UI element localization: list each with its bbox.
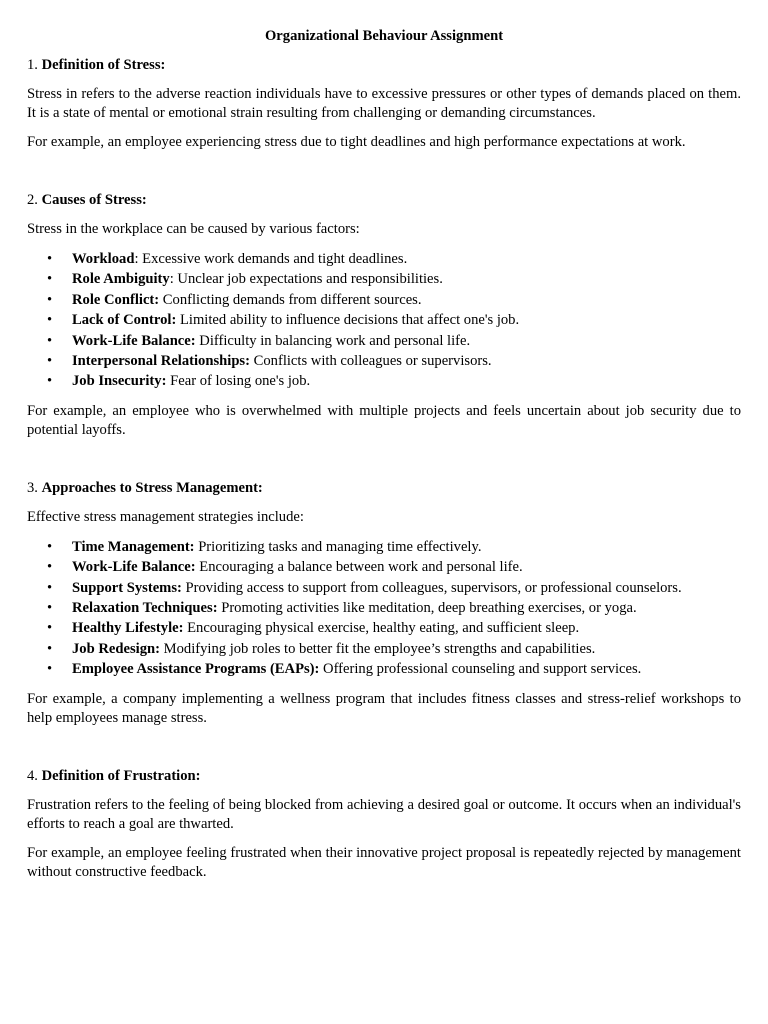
bullet-icon: • (47, 312, 53, 329)
list-item: • Support Systems: Providing access to support from colleagues, supervisors, or professional counselors. (27, 578, 741, 598)
section-4-paragraph-1: Frustration refers to the feeling of being blocked from achieving a desired goal or outcome. It occurs when an individual's efforts to reach a goal are thwarted. (27, 796, 741, 832)
section-3-example: For example, a company implementing a wellness program that includes fitness classes and stress-relief workshops to help employees manage stress. (27, 690, 741, 726)
section-spacer (27, 162, 741, 191)
approaches-list (27, 537, 741, 680)
list-item: • Job Insecurity: Fear of losing one's job. (27, 371, 741, 391)
bullet-icon: • (47, 332, 53, 349)
bullet-icon: • (47, 291, 53, 308)
list-item: • Job Redesign: Modifying job roles to better fit the employee’s strengths and capabilities. (27, 639, 741, 659)
section-1-number: 1. (27, 57, 38, 73)
list-item: • Employee Assistance Programs (EAPs): Offering professional counseling and support services. (27, 659, 741, 679)
causes-list (27, 249, 741, 392)
list-item: • Lack of Control: Limited ability to influence decisions that affect one's job. (27, 310, 741, 330)
list-item: • Work-Life Balance: Encouraging a balance between work and personal life. (27, 557, 741, 577)
bullet-icon: • (47, 640, 53, 657)
section-3-title: Approaches to Stress Management: (41, 479, 263, 496)
bullet-icon: • (47, 271, 53, 288)
list-item: • Interpersonal Relationships: Conflicts with colleagues or supervisors. (27, 351, 741, 371)
bullet-icon: • (47, 559, 53, 576)
section-3-heading (27, 479, 741, 498)
bullet-icon: • (47, 620, 53, 637)
list-item: • Relaxation Techniques: Promoting activities like meditation, deep breathing exercises, or yoga. (27, 598, 741, 618)
section-3-number: 3. (27, 479, 38, 496)
bullet-icon: • (47, 251, 53, 267)
list-item: • Role Ambiguity: Unclear job expectations and responsibilities. (27, 269, 741, 289)
section-2-number: 2. (27, 192, 38, 208)
list-item: • Healthy Lifestyle: Encouraging physical exercise, healthy eating, and sufficient sleep. (27, 618, 741, 638)
list-item: • Time Management: Prioritizing tasks and managing time effectively. (27, 537, 741, 557)
section-4-paragraph-2: For example, an employee feeling frustrated when their innovative project proposal is repeatedly rejected by management without constructive feedback. (27, 844, 741, 880)
bullet-icon: • (47, 373, 53, 390)
list-item: • Work-Life Balance: Difficulty in balancing work and personal life. (27, 331, 741, 351)
section-spacer (27, 738, 741, 767)
list-item: • Role Conflict: Conflicting demands from different sources. (27, 290, 741, 310)
section-2-example: For example, an employee who is overwhelmed with multiple projects and feels uncertain about job security due to potential layoffs. (27, 402, 741, 438)
bullet-icon: • (47, 661, 53, 678)
bullet-icon: • (47, 579, 53, 596)
document-page (27, 27, 741, 892)
section-1-paragraph-1: Stress in refers to the adverse reaction individuals have to excessive pressures or other types of demands placed on them. It is a state of mental or emotional strain resulting from challenging or demanding circumstances. (27, 86, 741, 121)
list-item: • Workload: Excessive work demands and tight deadlines. (27, 249, 741, 269)
section-1-title: Definition of Stress: (41, 57, 166, 73)
section-4-number: 4. (27, 767, 38, 784)
section-4-heading (27, 767, 741, 786)
section-3-intro: Effective stress management strategies include: (27, 508, 304, 525)
section-4-title: Definition of Frustration: (41, 767, 201, 784)
section-spacer (27, 450, 741, 479)
document-title: Organizational Behaviour Assignment (264, 28, 504, 44)
bullet-icon: • (47, 353, 53, 370)
bullet-icon: • (47, 538, 53, 555)
section-2-heading (27, 191, 741, 210)
bullet-icon: • (47, 600, 53, 617)
section-1-paragraph-2: For example, an employee experiencing stress due to tight deadlines and high performance expectations at work. (27, 134, 686, 150)
section-1-heading (27, 56, 741, 75)
section-2-title: Causes of Stress: (41, 192, 147, 208)
section-2-intro: Stress in the workplace can be caused by various factors: (27, 221, 360, 237)
